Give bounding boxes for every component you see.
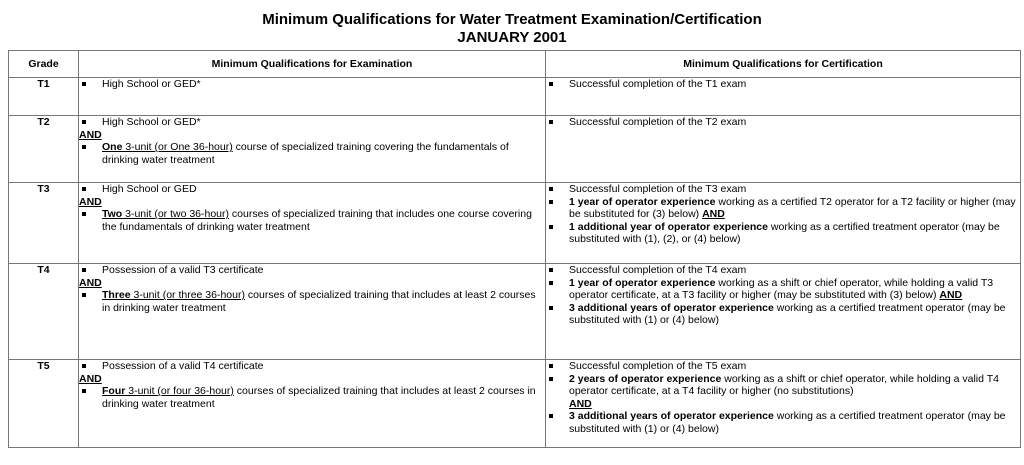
exam-cell xyxy=(79,78,546,116)
list-item: Successful completion of the T2 exam xyxy=(546,116,1020,129)
grade-cell: T3 xyxy=(9,183,79,264)
table-row xyxy=(9,360,1021,448)
list-item: Three 3-unit (or three 36-hour) courses of specialized training that includes at least 2 courses in drinking water treatment xyxy=(79,289,545,314)
document-title: Minimum Qualifications for Water Treatment Examination/Certification xyxy=(262,11,762,28)
list-item: Successful completion of the T4 exam xyxy=(546,264,1020,277)
and-connector: AND xyxy=(79,372,102,385)
header-grade: Grade xyxy=(9,51,79,78)
list-item: Successful completion of the T1 exam xyxy=(546,78,1020,91)
list-item: 3 additional years of operator experience working as a certified treatment operator (may be substituted with (1) or (4) below) xyxy=(546,302,1020,327)
list-item: 3 additional years of operator experience working as a certified treatment operator (may be substituted with (1) or (4) below) xyxy=(546,410,1020,435)
table-row xyxy=(9,78,1021,116)
table-row xyxy=(9,264,1021,360)
header-cert: Minimum Qualifications for Certification xyxy=(546,51,1021,78)
exam-cell xyxy=(79,360,546,448)
cert-cell xyxy=(546,183,1021,264)
list-item: One 3-unit (or One 36-hour) course of specialized training covering the fundamentals of drinking water treatment xyxy=(79,141,545,166)
document-date: JANUARY 2001 xyxy=(457,29,567,46)
table-row xyxy=(9,183,1021,264)
grade-cell: T1 xyxy=(9,78,79,116)
list-item: Four 3-unit (or four 36-hour) courses of specialized training that includes at least 2 courses in drinking water treatment xyxy=(79,385,545,410)
and-connector: AND xyxy=(79,128,102,141)
header-exam: Minimum Qualifications for Examination xyxy=(79,51,546,78)
exam-cell xyxy=(79,183,546,264)
list-item: 2 years of operator experience working as a shift or chief operator, while holding a valid T4 operator certificate, at a T4 facility or higher (no substitutions) AND xyxy=(546,373,1020,411)
exam-cell xyxy=(79,116,546,183)
list-item: Two 3-unit (or two 36-hour) courses of specialized training that includes one course covering the fundamentals of drinking water treatment xyxy=(79,208,545,233)
list-item: 1 additional year of operator experience working as a certified treatment operator (may be substituted with (1), (2), or (4) below) xyxy=(546,221,1020,246)
header-row xyxy=(9,51,1021,78)
exam-cell xyxy=(79,264,546,360)
table-row xyxy=(9,116,1021,183)
grade-cell: T4 xyxy=(9,264,79,360)
cert-cell xyxy=(546,78,1021,116)
qualifications-table xyxy=(8,50,1021,448)
list-item: High School or GED* xyxy=(79,78,545,91)
cert-cell xyxy=(546,360,1021,448)
and-connector: AND xyxy=(79,195,102,208)
and-connector: AND xyxy=(79,276,102,289)
list-item: 1 year of operator experience working as a shift or chief operator, while holding a valid T3 operator certificate, at a T3 facility or higher (may be substituted with (3) below) AND xyxy=(546,277,1020,302)
grade-cell: T2 xyxy=(9,116,79,183)
cert-cell xyxy=(546,116,1021,183)
list-item: 1 year of operator experience working as a certified T2 operator for a T2 facility or higher (may be substituted for (3) below) AND xyxy=(546,196,1020,221)
cert-cell xyxy=(546,264,1021,360)
list-item: Successful completion of the T5 exam xyxy=(546,360,1020,373)
list-item: Possession of a valid T4 certificate xyxy=(79,360,545,373)
list-item: Successful completion of the T3 exam xyxy=(546,183,1020,196)
list-item: High School or GED xyxy=(79,183,545,196)
list-item: High School or GED* xyxy=(79,116,545,129)
grade-cell: T5 xyxy=(9,360,79,448)
list-item: Possession of a valid T3 certificate xyxy=(79,264,545,277)
